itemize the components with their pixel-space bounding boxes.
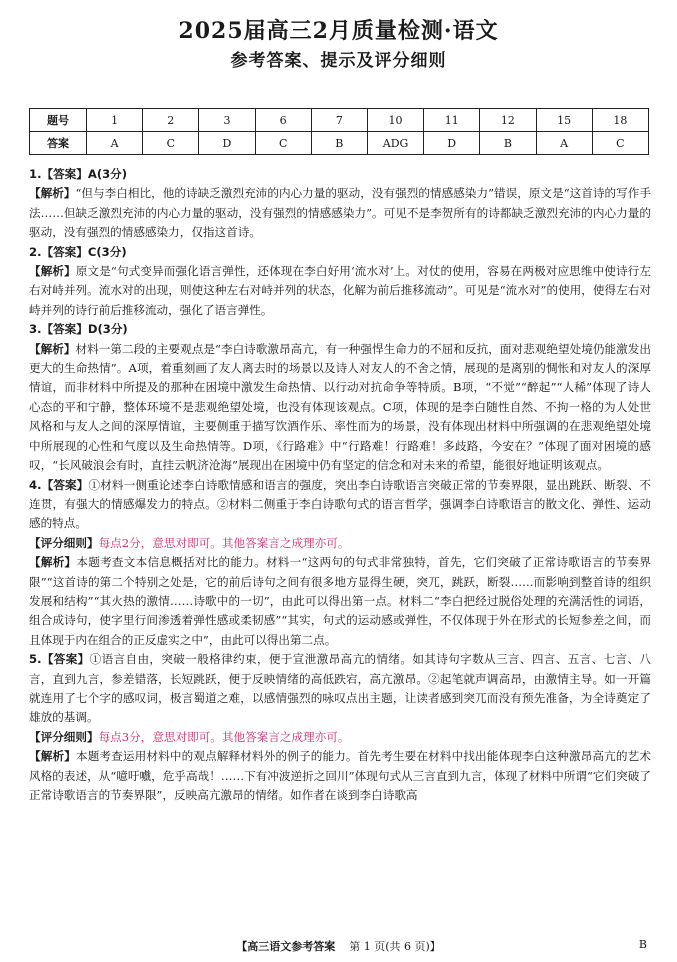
q4-answer-tag: 4.【答案】 bbox=[29, 477, 89, 492]
table-cell: 1 bbox=[87, 109, 143, 132]
table-cell: 11 bbox=[424, 109, 480, 132]
q4-answer-text: ①材料一侧重论述李白诗歌情感和语言的强度，突出李白诗歌语言突破正常的节奏界限，显出跳跃、断裂、不连贯，有强大的情感爆发力的特点。②材料二侧重于李白诗歌句式的语言哲学，强调李白诗歌语言的散文化、弹性、运动感的特点。 bbox=[29, 477, 651, 531]
table-cell: D bbox=[424, 132, 480, 155]
table-cell: 6 bbox=[255, 109, 311, 132]
answer-table-row-answers bbox=[30, 132, 649, 155]
answer-table-row-numbers bbox=[30, 109, 649, 132]
q4-rubric-tag: 【评分细则】 bbox=[29, 535, 99, 550]
footer-page-number: 第 1 页(共 6 页)】 bbox=[349, 940, 441, 953]
q5-rubric-tag: 【评分细则】 bbox=[29, 729, 99, 744]
q3-analysis-tag: 【解析】 bbox=[29, 341, 76, 356]
q4-analysis-text: 本题考查文本信息概括对比的能力。材料一“这两句的句式非常独特，首先，它们突破了正常诗歌语言的节奏界限”“这首诗的第二个特别之处是，它的前后诗句之间有很多地方显得生硬，突兀，跳跃，断裂……而影响到整首诗的组织发展和结构”“其火热的激情……诗歌中的一切”，由此可以得出第一点。材料二“李白把经过脱俗处理的充满活性的词语，组合成诗句，使字里行间渗透着弹性感或柔韧感”“其实，句式的运动感或弹性，不仅体现于外在形式的长短参差之间，而且体现于内在组合的正反虚实之中”，由此可以得出第二点。 bbox=[29, 555, 651, 647]
page-footer bbox=[0, 938, 677, 954]
q4-analysis bbox=[29, 553, 651, 650]
q3-analysis bbox=[29, 340, 651, 476]
q1-answer bbox=[29, 165, 651, 184]
table-cell: 10 bbox=[367, 109, 423, 132]
row-label-answers: 答案 bbox=[30, 132, 87, 155]
footer-corner-mark: B bbox=[638, 938, 647, 951]
q3-answer-text: 3.【答案】D(3分) bbox=[29, 322, 128, 337]
q5-analysis bbox=[29, 747, 651, 805]
page-subtitle: 参考答案、提示及评分细则 bbox=[230, 51, 447, 71]
table-cell: 18 bbox=[592, 109, 648, 132]
q1-analysis-tag: 【解析】 bbox=[29, 186, 76, 201]
table-cell: C bbox=[143, 132, 199, 155]
q5-answer-text: ①语言自由，突破一般格律约束，便于宣泄激昂高亢的情绪。如其诗句字数从三言、四言、五言、七言、八言，直到九言，参差错落，长短跳跃，便于反映情绪的高低跌宕，高亢激昂。②起笔就声调高昂，由激情主导。如一开篇就连用了七个字的感叹词，极言蜀道之难，以感情强烈的咏叹点出主题，让读者感到突兀而没有预先准备，为全诗奠定了雄放的基调。 bbox=[29, 652, 651, 725]
q1-answer-text: 1.【答案】A(3分) bbox=[29, 167, 128, 181]
q3-analysis-text: 材料一第二段的主要观点是“李白诗歌激昂高亢，有一种强悍生命力的不屈和反抗，面对悲观绝望处境仍能激发出更大的生命热情”。A项，着重刻画了友人离去时的场景以及诗人对友人的不舍之情，展现的是离别的惆怅和对友人的深厚情谊，而非材料中所提及的那种在困境中激发生命热情、以行动对抗命争等特质。B项，“不觉”“醉起”“人稀”体现了诗人心态的平和宁静，整体环境不是悲观绝望处境，也没有体现该观点。C项，体现的是李白随性自然、不拘一格的为人处世风格和与友人之间的深厚情谊，主要侧重于描写饮酒作乐、率性而为的场景，没有体现出材料中所强调的在悲观绝望处境中所展现的心性和气度以及生命热情等。D项，《行路难》中“行路难！行路难！多歧路，今安在？”体现了面对困境的感叹，“长风破浪会有时，直挂云帆济沧海”展现出在困境中仍有坚定的信念和对未来的希望，能很好地证明该观点。 bbox=[29, 341, 651, 473]
table-cell: 15 bbox=[536, 109, 592, 132]
table-cell: D bbox=[199, 132, 255, 155]
table-cell: 3 bbox=[199, 109, 255, 132]
q5-rubric bbox=[29, 728, 651, 747]
table-cell: B bbox=[480, 132, 536, 155]
q2-analysis-text: 原文是“句式变异而强化语言弹性，还体现在李白好用‘流水对’上。对仗的使用，容易在两极对应思维中使诗行左右对峙并列。流水对的出现，则使这种左右对峙并列的状态，化解为前后推移流动”。可见是“流水对”的使用，使得左右对峙并列的诗行前后推移流动，强化了语言弹性。 bbox=[29, 264, 651, 317]
table-cell: 2 bbox=[143, 109, 199, 132]
q5-answer-tag: 5.【答案】 bbox=[29, 652, 90, 667]
q4-rubric-text: 每点2分，意思对即可。其他答案言之成理亦可。 bbox=[98, 535, 350, 550]
q2-analysis-tag: 【解析】 bbox=[29, 264, 76, 279]
q5-analysis-tag: 【解析】 bbox=[29, 749, 76, 764]
table-cell: ADG bbox=[367, 132, 423, 155]
q2-answer bbox=[29, 243, 651, 262]
q4-analysis-tag: 【解析】 bbox=[29, 555, 77, 570]
table-cell: C bbox=[255, 132, 311, 155]
q1-analysis bbox=[29, 184, 651, 242]
q3-answer bbox=[29, 320, 651, 339]
q4-rubric bbox=[29, 534, 651, 553]
answer-content bbox=[29, 165, 651, 805]
q5-rubric-text: 每点3分，意思对即可。其他答案言之成理亦可。 bbox=[98, 729, 350, 744]
table-cell: C bbox=[592, 132, 648, 155]
table-cell: A bbox=[87, 132, 143, 155]
q2-analysis bbox=[29, 262, 651, 320]
page-title: 2025届高三2月质量检测·语文 bbox=[178, 18, 499, 44]
q5-analysis-text: 本题考查运用材料中的观点解释材料外的例子的能力。首先考生要在材料中找出能体现李白这种激昂高亢的艺术风格的表述，从“噫吁嚱，危乎高哉！……下有冲波逆折之回川”体现句式从三言直到九言，体现了材料中所谓“它们突破了正常诗歌语言的节奏界限”，反映高亢激昂的情绪。如作者在谈到李白诗歌高 bbox=[29, 749, 651, 802]
q2-answer-text: 2.【答案】C(3分) bbox=[29, 244, 127, 259]
table-cell: 12 bbox=[480, 109, 536, 132]
row-label-numbers: 题号 bbox=[30, 109, 87, 132]
q5-answer bbox=[29, 650, 651, 728]
table-cell: A bbox=[536, 132, 592, 155]
q4-answer bbox=[29, 476, 651, 534]
answer-table bbox=[29, 108, 649, 155]
table-cell: B bbox=[311, 132, 367, 155]
table-cell: 7 bbox=[311, 109, 367, 132]
q1-analysis-text: “但与李白相比，他的诗缺乏激烈充沛的内心力量的驱动，没有强烈的情感感染力”错误，原文是“这首诗的写作手法……但缺乏激烈充沛的内心力量的驱动，没有强烈的情感感染力”。可见不是李贺所有的诗都缺乏激烈充沛的内心力量的驱动，没有强烈的情感感染力，仅指这首诗。 bbox=[29, 186, 651, 240]
footer-left: 【高三语文参考答案 bbox=[236, 940, 336, 953]
